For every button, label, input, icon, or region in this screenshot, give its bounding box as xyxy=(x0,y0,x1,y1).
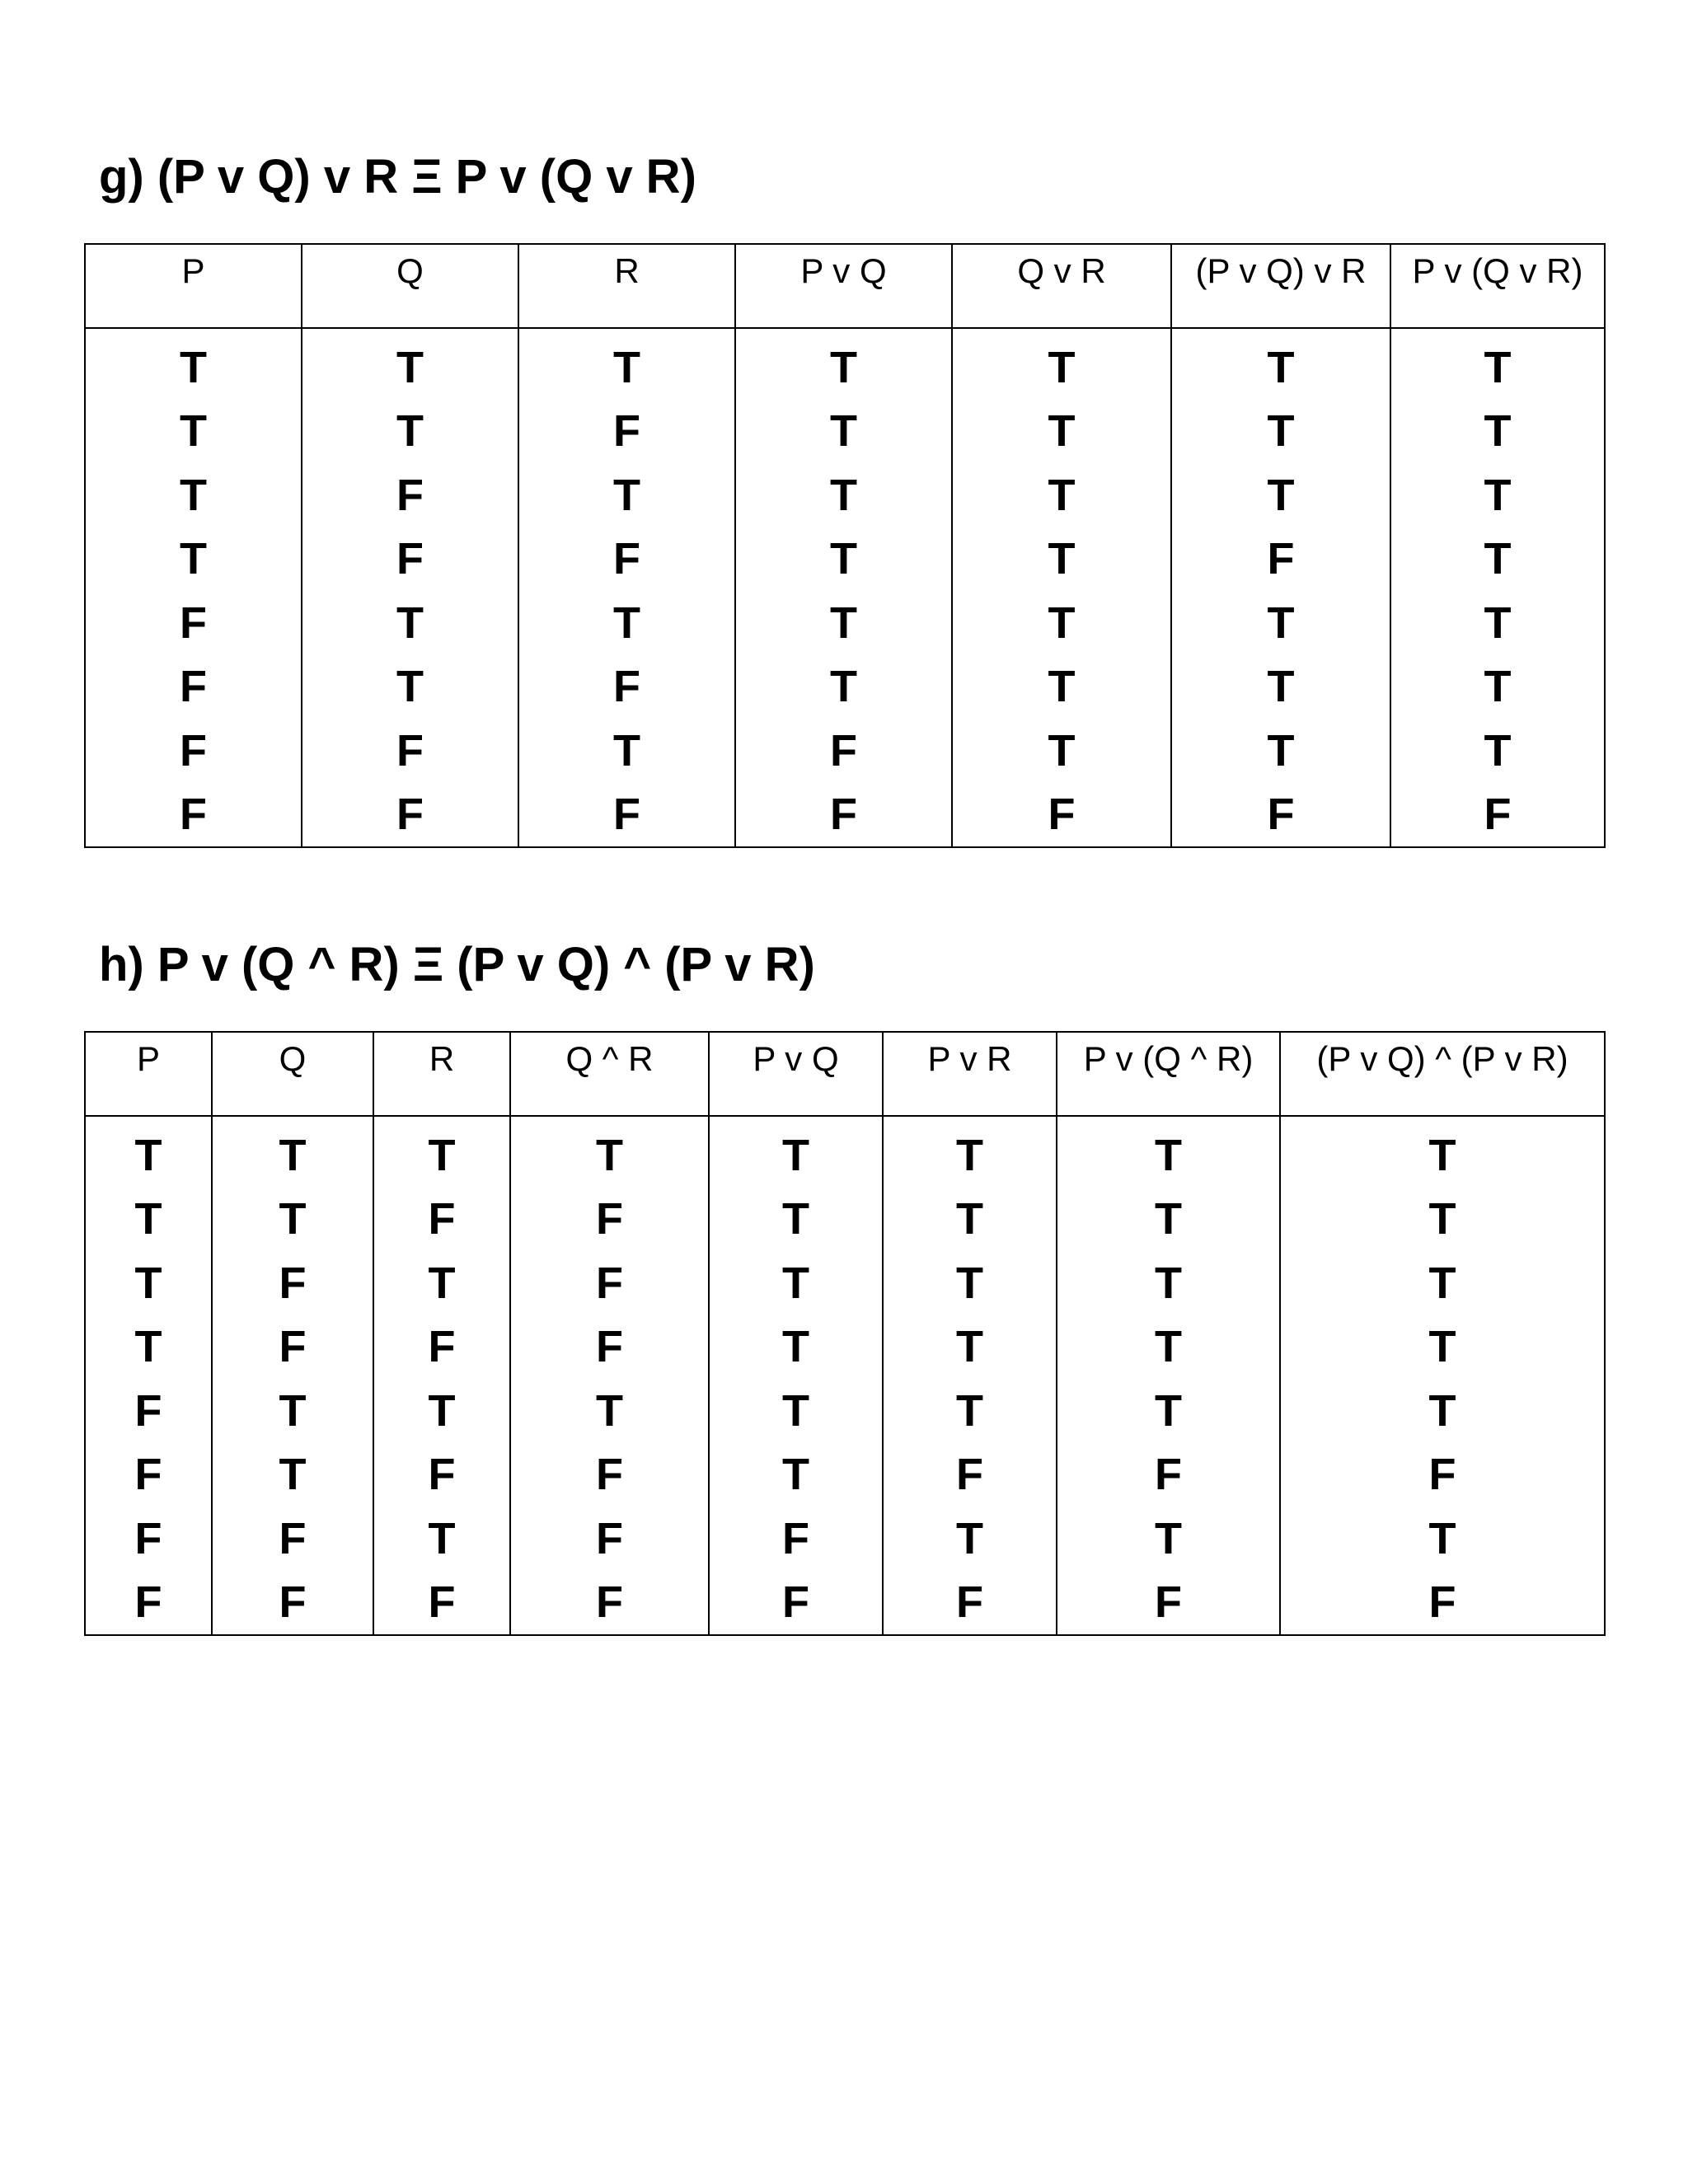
truth-value-cell: F xyxy=(85,719,302,783)
column-header: Q v R xyxy=(952,244,1171,328)
truth-value-cell: T xyxy=(85,1251,212,1315)
truth-value-cell: T xyxy=(1057,1116,1280,1188)
table-row xyxy=(85,591,1605,655)
truth-value-cell: T xyxy=(1390,400,1605,464)
truth-value-cell: T xyxy=(85,400,302,464)
truth-value-cell: T xyxy=(952,655,1171,719)
truth-value-cell: F xyxy=(1280,1443,1605,1507)
truth-value-cell: F xyxy=(1057,1571,1280,1636)
truth-value-cell: F xyxy=(518,527,735,592)
column-header: P v (Q ^ R) xyxy=(1057,1032,1280,1116)
column-header: Q ^ R xyxy=(510,1032,709,1116)
truth-value-cell: F xyxy=(85,1571,212,1636)
truth-value-cell: T xyxy=(302,591,518,655)
table-row xyxy=(85,328,1605,400)
column-header: (P v Q) v R xyxy=(1171,244,1390,328)
truth-value-cell: T xyxy=(1390,655,1605,719)
table-row xyxy=(85,1188,1605,1252)
column-header: P xyxy=(85,244,302,328)
truth-value-cell: T xyxy=(212,1443,373,1507)
column-header: Q xyxy=(302,244,518,328)
truth-value-cell: F xyxy=(212,1507,373,1571)
table-row xyxy=(85,1507,1605,1571)
truth-value-cell: F xyxy=(212,1315,373,1380)
truth-value-cell: T xyxy=(85,463,302,527)
truth-value-cell: F xyxy=(510,1315,709,1380)
truth-value-cell: F xyxy=(373,1443,510,1507)
section-h-title: h) P v (Q ^ R) Ξ (P v Q) ^ (P v R) xyxy=(99,938,815,991)
truth-value-cell: F xyxy=(85,1443,212,1507)
truth-value-cell: F xyxy=(510,1251,709,1315)
truth-value-cell: T xyxy=(1171,463,1390,527)
truth-value-cell: T xyxy=(1057,1507,1280,1571)
truth-value-cell: T xyxy=(883,1315,1057,1380)
truth-value-cell: F xyxy=(709,1507,883,1571)
truth-value-cell: T xyxy=(735,655,952,719)
truth-value-cell: F xyxy=(510,1188,709,1252)
truth-value-cell: T xyxy=(1171,591,1390,655)
truth-value-cell: F xyxy=(373,1188,510,1252)
column-header: P v R xyxy=(883,1032,1057,1116)
truth-value-cell: F xyxy=(85,1507,212,1571)
table-row xyxy=(85,1571,1605,1636)
truth-value-cell: F xyxy=(518,783,735,848)
truth-value-cell: F xyxy=(1171,527,1390,592)
truth-value-cell: T xyxy=(1390,463,1605,527)
truth-value-cell: F xyxy=(510,1507,709,1571)
table-row xyxy=(85,400,1605,464)
truth-value-cell: F xyxy=(510,1571,709,1636)
truth-value-cell: F xyxy=(518,655,735,719)
truth-value-cell: T xyxy=(709,1443,883,1507)
truth-value-cell: F xyxy=(85,655,302,719)
truth-value-cell: F xyxy=(735,783,952,848)
truth-value-cell: F xyxy=(302,463,518,527)
truth-value-cell: T xyxy=(212,1116,373,1188)
truth-value-cell: F xyxy=(952,783,1171,848)
truth-value-cell: T xyxy=(952,463,1171,527)
truth-value-cell: T xyxy=(883,1188,1057,1252)
table-row xyxy=(85,1379,1605,1443)
truth-value-cell: F xyxy=(85,591,302,655)
truth-value-cell: F xyxy=(302,527,518,592)
truth-value-cell: T xyxy=(1057,1251,1280,1315)
truth-value-cell: T xyxy=(883,1379,1057,1443)
truth-value-cell: T xyxy=(952,527,1171,592)
truth-value-cell: T xyxy=(1390,328,1605,400)
truth-value-cell: T xyxy=(373,1116,510,1188)
column-header: P v (Q v R) xyxy=(1390,244,1605,328)
truth-value-cell: T xyxy=(1280,1507,1605,1571)
truth-table-h xyxy=(84,1031,1606,1636)
truth-value-cell: T xyxy=(1280,1315,1605,1380)
truth-value-cell: T xyxy=(510,1116,709,1188)
table-row xyxy=(85,463,1605,527)
truth-value-cell: F xyxy=(212,1571,373,1636)
truth-value-cell: T xyxy=(952,400,1171,464)
truth-value-cell: T xyxy=(952,591,1171,655)
truth-value-cell: T xyxy=(373,1379,510,1443)
truth-value-cell: T xyxy=(883,1251,1057,1315)
truth-value-cell: F xyxy=(373,1571,510,1636)
truth-value-cell: T xyxy=(1280,1188,1605,1252)
truth-value-cell: F xyxy=(302,783,518,848)
truth-value-cell: F xyxy=(212,1251,373,1315)
truth-value-cell: T xyxy=(1057,1315,1280,1380)
column-header: P xyxy=(85,1032,212,1116)
truth-value-cell: T xyxy=(212,1379,373,1443)
section-g-title: g) (P v Q) v R Ξ P v (Q v R) xyxy=(99,150,696,204)
table-row xyxy=(85,655,1605,719)
table-row xyxy=(85,719,1605,783)
table-row xyxy=(85,783,1605,848)
table-row xyxy=(85,1116,1605,1188)
truth-value-cell: T xyxy=(1280,1116,1605,1188)
truth-table-g xyxy=(84,243,1606,848)
column-header: P v Q xyxy=(709,1032,883,1116)
truth-value-cell: F xyxy=(1057,1443,1280,1507)
truth-value-cell: T xyxy=(510,1379,709,1443)
truth-value-cell: T xyxy=(709,1188,883,1252)
truth-value-cell: T xyxy=(302,400,518,464)
truth-value-cell: T xyxy=(212,1188,373,1252)
truth-value-cell: T xyxy=(1057,1188,1280,1252)
truth-value-cell: T xyxy=(518,463,735,527)
truth-value-cell: T xyxy=(709,1379,883,1443)
column-header: R xyxy=(373,1032,510,1116)
truth-value-cell: T xyxy=(85,328,302,400)
truth-value-cell: T xyxy=(735,400,952,464)
truth-value-cell: T xyxy=(1171,328,1390,400)
truth-value-cell: T xyxy=(1171,400,1390,464)
truth-value-cell: T xyxy=(85,1188,212,1252)
truth-value-cell: T xyxy=(302,328,518,400)
truth-value-cell: T xyxy=(952,328,1171,400)
header-row xyxy=(85,244,1605,328)
truth-value-cell: T xyxy=(373,1507,510,1571)
truth-value-cell: T xyxy=(1171,719,1390,783)
truth-value-cell: T xyxy=(735,328,952,400)
truth-value-cell: F xyxy=(1280,1571,1605,1636)
truth-value-cell: T xyxy=(1171,655,1390,719)
truth-value-cell: T xyxy=(709,1315,883,1380)
truth-value-cell: T xyxy=(85,527,302,592)
truth-value-cell: T xyxy=(709,1116,883,1188)
truth-value-cell: T xyxy=(518,591,735,655)
truth-value-cell: F xyxy=(883,1571,1057,1636)
truth-value-cell: F xyxy=(510,1443,709,1507)
truth-value-cell: T xyxy=(302,655,518,719)
header-row xyxy=(85,1032,1605,1116)
truth-value-cell: F xyxy=(85,1379,212,1443)
truth-value-cell: T xyxy=(1390,527,1605,592)
truth-value-cell: T xyxy=(709,1251,883,1315)
truth-value-cell: T xyxy=(735,463,952,527)
truth-value-cell: T xyxy=(518,719,735,783)
truth-value-cell: T xyxy=(1057,1379,1280,1443)
table-row xyxy=(85,1315,1605,1380)
truth-value-cell: F xyxy=(1171,783,1390,848)
truth-value-cell: T xyxy=(1390,719,1605,783)
truth-value-cell: F xyxy=(373,1315,510,1380)
table-row xyxy=(85,1251,1605,1315)
truth-value-cell: T xyxy=(85,1116,212,1188)
truth-value-cell: F xyxy=(518,400,735,464)
truth-value-cell: F xyxy=(85,783,302,848)
table-row xyxy=(85,527,1605,592)
truth-value-cell: F xyxy=(709,1571,883,1636)
truth-value-cell: T xyxy=(735,527,952,592)
truth-value-cell: T xyxy=(1390,591,1605,655)
truth-value-cell: T xyxy=(1280,1379,1605,1443)
table-row xyxy=(85,1443,1605,1507)
truth-value-cell: T xyxy=(1280,1251,1605,1315)
truth-value-cell: F xyxy=(883,1443,1057,1507)
truth-value-cell: T xyxy=(518,328,735,400)
column-header: (P v Q) ^ (P v R) xyxy=(1280,1032,1605,1116)
truth-value-cell: F xyxy=(1390,783,1605,848)
truth-value-cell: T xyxy=(883,1116,1057,1188)
truth-value-cell: T xyxy=(883,1507,1057,1571)
column-header: R xyxy=(518,244,735,328)
truth-value-cell: T xyxy=(373,1251,510,1315)
truth-value-cell: T xyxy=(85,1315,212,1380)
column-header: Q xyxy=(212,1032,373,1116)
column-header: P v Q xyxy=(735,244,952,328)
truth-value-cell: T xyxy=(952,719,1171,783)
truth-value-cell: F xyxy=(302,719,518,783)
truth-value-cell: F xyxy=(735,719,952,783)
truth-value-cell: T xyxy=(735,591,952,655)
